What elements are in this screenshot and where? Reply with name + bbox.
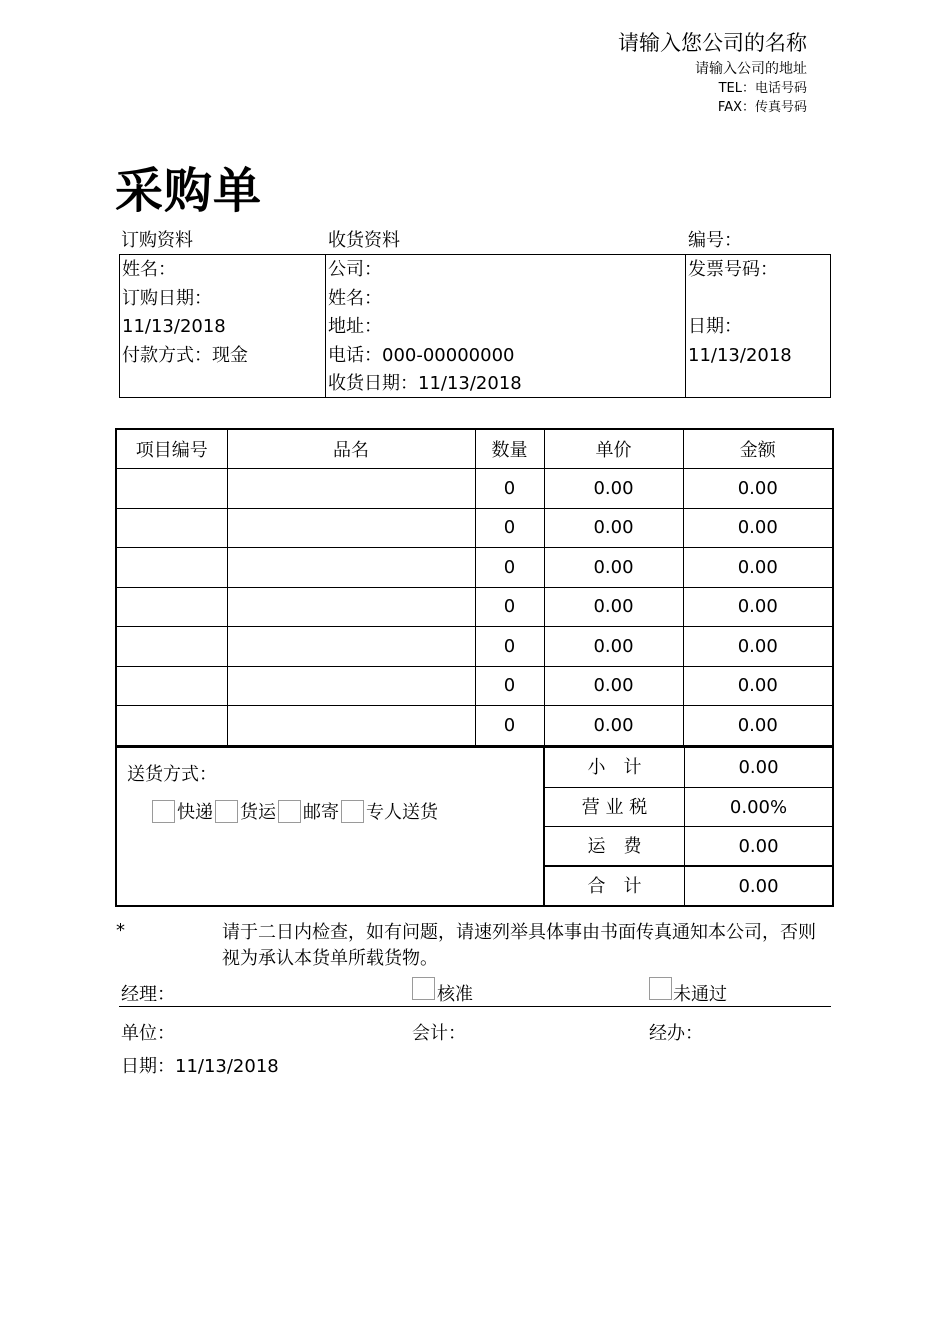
- header-amount: 金额: [683, 429, 833, 469]
- info-box: [119, 254, 831, 398]
- page-title: 采购单: [115, 163, 263, 219]
- receive-info-line: 收货日期：11/13/2018: [328, 373, 522, 395]
- shipping-option-mail[interactable]: [278, 798, 339, 824]
- cell-item-number[interactable]: [116, 666, 227, 706]
- receive-info-line: 公司：: [328, 259, 382, 280]
- table-row: [116, 469, 833, 509]
- cell-product-name[interactable]: [227, 469, 475, 509]
- handler-label: 经办：: [649, 1023, 703, 1044]
- shipping-section: [117, 748, 545, 905]
- cell-product-name[interactable]: [227, 627, 475, 667]
- order-info-line: 姓名：: [122, 259, 176, 280]
- total-value: 0.00: [738, 875, 779, 897]
- table-row: [116, 587, 833, 627]
- mail-checkbox[interactable]: [278, 800, 301, 823]
- cell-item-number[interactable]: [116, 706, 227, 746]
- receive-info-line: 地址：: [328, 316, 382, 338]
- cell-amount: 0.00: [683, 508, 833, 548]
- cell-quantity[interactable]: 0: [475, 706, 544, 746]
- order-info-line: 付款方式：现金: [122, 344, 248, 366]
- order-info-line: 11/13/2018: [122, 316, 226, 338]
- invoice-info-line: 日期：: [688, 316, 742, 338]
- cell-unit-price[interactable]: 0.00: [544, 508, 683, 548]
- courier-label: 专人送货: [366, 802, 438, 823]
- cell-quantity[interactable]: 0: [475, 666, 544, 706]
- cell-unit-price[interactable]: 0.00: [544, 548, 683, 588]
- signoff-divider: [119, 1006, 831, 1007]
- order-info-label: 订购资料: [121, 230, 193, 251]
- cell-quantity[interactable]: 0: [475, 627, 544, 667]
- cell-quantity[interactable]: 0: [475, 469, 544, 509]
- number-label: 编号：: [688, 230, 742, 251]
- cell-amount: 0.00: [683, 587, 833, 627]
- shipping-options: [152, 798, 440, 824]
- cell-quantity[interactable]: 0: [475, 587, 544, 627]
- table-row: [116, 706, 833, 746]
- cell-amount: 0.00: [683, 706, 833, 746]
- cell-item-number[interactable]: [116, 548, 227, 588]
- freight-checkbox[interactable]: [215, 800, 238, 823]
- cell-product-name[interactable]: [227, 666, 475, 706]
- cell-unit-price[interactable]: 0.00: [544, 706, 683, 746]
- tax-label: 营 业 税: [545, 788, 685, 827]
- shipping-option-courier[interactable]: [341, 798, 438, 824]
- receive-info-line: 姓名：: [328, 287, 382, 309]
- header-quantity: 数量: [475, 429, 544, 469]
- receive-info-label: 收货资料: [328, 230, 400, 251]
- table-row: [116, 627, 833, 667]
- company-fax: FAX：传真号码: [717, 100, 807, 115]
- cell-amount: 0.00: [683, 548, 833, 588]
- cell-amount: 0.00: [683, 666, 833, 706]
- cell-item-number[interactable]: [116, 587, 227, 627]
- cell-unit-price[interactable]: 0.00: [544, 469, 683, 509]
- shipping-label: 送货方式：: [127, 764, 217, 785]
- company-name: 请输入您公司的名称: [618, 31, 807, 55]
- cell-unit-price[interactable]: 0.00: [544, 627, 683, 667]
- items-table: [115, 428, 834, 747]
- subtotal-value: 0.00: [738, 757, 779, 778]
- cell-quantity[interactable]: 0: [475, 548, 544, 588]
- date-label: 日期：11/13/2018: [121, 1056, 279, 1077]
- invoice-info-line: 发票号码：: [688, 259, 778, 280]
- table-row: [116, 666, 833, 706]
- subtotal-label: 小 计: [545, 748, 685, 787]
- company-address: 请输入公司的地址: [695, 61, 807, 77]
- summary-box: [115, 746, 834, 907]
- freight-label: 货运: [240, 802, 276, 823]
- cell-unit-price[interactable]: 0.00: [544, 666, 683, 706]
- header-unit-price: 单价: [544, 429, 683, 469]
- invoice-info-line: [688, 284, 830, 313]
- cell-quantity[interactable]: 0: [475, 508, 544, 548]
- table-row: [116, 548, 833, 588]
- invoice-info: [686, 255, 830, 397]
- cell-item-number[interactable]: [116, 627, 227, 667]
- total-label: 合 计: [545, 867, 685, 907]
- reject-checkbox[interactable]: [649, 977, 672, 1000]
- reject-label: 未通过: [673, 984, 727, 1005]
- unit-label: 单位：: [121, 1023, 175, 1044]
- tax-row: [545, 788, 832, 828]
- cell-amount: 0.00: [683, 627, 833, 667]
- freight-label: 运 费: [545, 827, 685, 865]
- note-asterisk: *: [116, 920, 125, 941]
- cell-item-number[interactable]: [116, 508, 227, 548]
- header-product-name: 品名: [227, 429, 475, 469]
- note-text: 请于二日内检查，如有问题，请速列举具体事由书面传真通知本公司，否则视为承认本货单所载货物。: [222, 922, 816, 969]
- cell-unit-price[interactable]: 0.00: [544, 587, 683, 627]
- table-row: [116, 508, 833, 548]
- express-checkbox[interactable]: [152, 800, 175, 823]
- order-info: [120, 255, 326, 397]
- approve-checkbox[interactable]: [412, 977, 435, 1000]
- total-row: [545, 867, 832, 907]
- company-tel: TEL：电话号码: [718, 81, 807, 96]
- receive-info: [326, 255, 686, 397]
- accountant-label: 会计：: [412, 1023, 466, 1044]
- invoice-info-line: 11/13/2018: [688, 344, 792, 366]
- freight-value[interactable]: 0.00: [738, 836, 779, 857]
- cell-product-name[interactable]: [227, 508, 475, 548]
- tax-value[interactable]: 0.00%: [729, 796, 788, 818]
- shipping-option-express[interactable]: [152, 798, 213, 824]
- cell-product-name[interactable]: [227, 706, 475, 746]
- cell-item-number[interactable]: [116, 469, 227, 509]
- mail-label: 邮寄: [303, 802, 339, 823]
- cell-product-name[interactable]: [227, 587, 475, 627]
- header-item-number: 项目编号: [116, 429, 227, 469]
- subtotal-row: [545, 748, 832, 788]
- shipping-option-freight[interactable]: [215, 798, 276, 824]
- cell-product-name[interactable]: [227, 548, 475, 588]
- express-label: 快递: [177, 802, 213, 823]
- freight-row: [545, 827, 832, 867]
- totals-section: [545, 748, 832, 906]
- approve-label: 核准: [437, 984, 473, 1005]
- cell-amount: 0.00: [683, 469, 833, 509]
- receive-info-line: 电话：000-00000000: [328, 344, 515, 366]
- table-header-row: [116, 429, 833, 469]
- courier-checkbox[interactable]: [341, 800, 364, 823]
- manager-label: 经理：: [121, 984, 175, 1005]
- order-info-line: 订购日期：: [122, 287, 212, 309]
